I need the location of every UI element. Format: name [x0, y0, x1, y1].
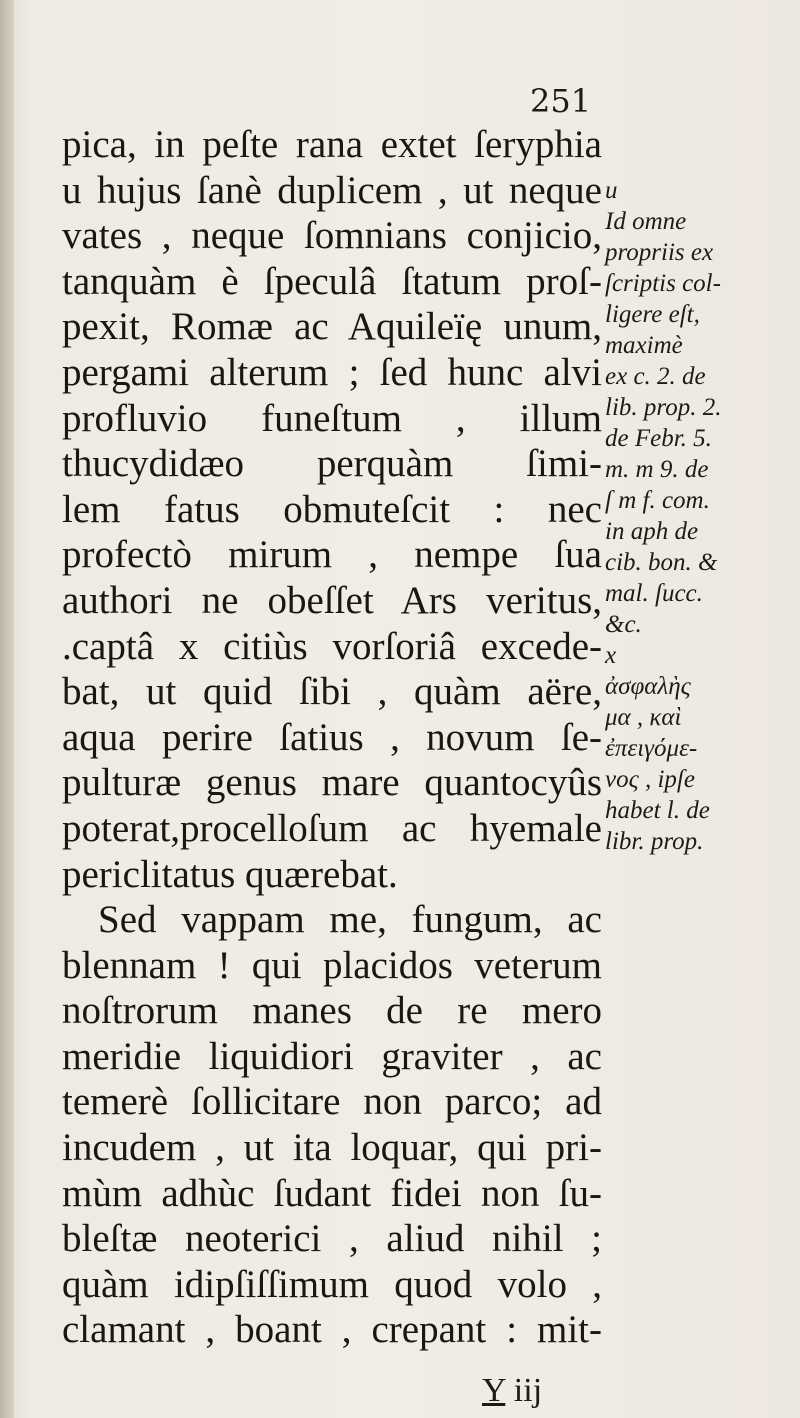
margin-note-line: u	[605, 177, 618, 204]
margin-note-line: in aph de	[605, 518, 699, 545]
text-line: periclitatus quærebat.	[62, 852, 398, 896]
main-text-column	[62, 122, 602, 1353]
text-line: tanquàm è ſpeculâ ſtatum proſ-	[62, 259, 602, 303]
margin-note-line: μα , καὶ	[605, 704, 682, 731]
text-line: temerè ſollicitare non parco; ad	[62, 1080, 602, 1124]
signature-letter: Y	[482, 1372, 506, 1409]
margin-note-line: ligere eſt,	[605, 301, 700, 328]
marginal-notes	[605, 175, 790, 857]
margin-note-line: x	[605, 642, 617, 669]
margin-note-line: lib. prop. 2.	[605, 394, 722, 421]
text-line: pergami alterum ; ſed hunc alvi	[62, 350, 602, 394]
margin-note-line: νος , ipſe	[605, 766, 695, 793]
margin-note-line: libr. prop.	[605, 828, 704, 855]
text-line: quàm idipſiſſimum quod volo ,	[62, 1262, 602, 1306]
book-gutter-shadow	[0, 0, 14, 1418]
text-line: clamant , boant , crepant : mit-	[62, 1308, 602, 1352]
text-line: profluvio funeſtum , illum	[62, 396, 602, 440]
text-line: aqua perire ſatius , novum ſe-	[62, 715, 602, 759]
signature-mark	[482, 1372, 542, 1410]
text-line: u hujus ſanè duplicem , ut neque	[62, 168, 602, 212]
margin-note-line: de Febr. 5.	[605, 425, 712, 452]
text-line: noſtrorum manes de re mero	[62, 989, 602, 1033]
margin-note-line: ἀσφαλὴς	[605, 673, 691, 700]
text-line: vates , neque ſomnians conjicio,	[62, 214, 602, 258]
text-line: pexit, Romæ ac Aquileïę unum,	[62, 305, 602, 349]
text-line: lem fatus obmuteſcit : nec	[62, 487, 602, 531]
text-line: poterat,procelloſum ac hyemale	[62, 806, 602, 850]
margin-note-line: &c.	[605, 611, 642, 638]
text-line: .captâ x citiùs vorſoriâ excede-	[62, 624, 602, 668]
margin-note-line: m. m 9. de	[605, 456, 709, 483]
text-line: mùm adhùc ſudant fidei non ſu-	[62, 1171, 602, 1215]
margin-note-line: mal. ſucc.	[605, 580, 703, 607]
text-line: Sed vappam me, fungum, ac	[98, 898, 602, 942]
page-number: 251	[530, 82, 592, 120]
margin-note-line: Id omne	[605, 208, 687, 235]
margin-note-line: ſcriptis col-	[605, 270, 721, 297]
margin-note-line: ex c. 2. de	[605, 363, 706, 390]
margin-note-line: cib. bon. &	[605, 549, 718, 576]
text-line: bat, ut quid ſibi , quàm aëre,	[62, 670, 602, 714]
text-line: thucydidæo perquàm ſimi-	[62, 442, 602, 486]
text-line: blennam ! qui placidos veterum	[62, 943, 602, 987]
text-line: pulturæ genus mare quantocyûs	[62, 761, 602, 805]
margin-note-line: maximè	[605, 332, 683, 359]
text-line: authori ne obeſſet Ars veritus,	[62, 578, 602, 622]
text-line: incudem , ut ita loquar, qui pri-	[62, 1126, 602, 1170]
text-line: bleſtæ neoterici , aliud nihil ;	[62, 1217, 602, 1261]
signature-number: iij	[513, 1372, 543, 1409]
margin-note-line: habet l. de	[605, 797, 710, 824]
margin-note-line: propriis ex	[605, 239, 714, 266]
margin-note-line: ἐπειγόμε-	[605, 735, 698, 762]
margin-note-line: ſ m f. com.	[605, 487, 710, 514]
text-line: profectò mirum , nempe ſua	[62, 533, 602, 577]
text-line: pica, in peſte rana extet ſeryphia	[62, 123, 602, 166]
text-line: meridie liquidiori graviter , ac	[62, 1034, 602, 1078]
